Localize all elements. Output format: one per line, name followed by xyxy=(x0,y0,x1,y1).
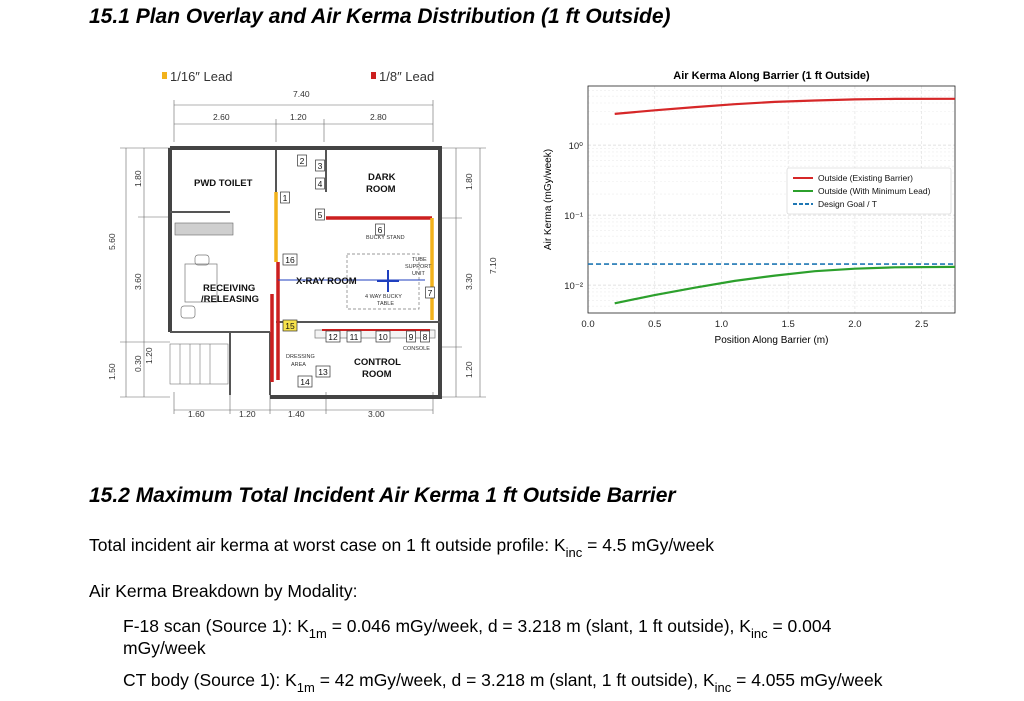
chart-x-tick-label: 1.5 xyxy=(781,319,795,330)
label-table-2: TABLE xyxy=(377,301,395,307)
plan-marker-label: 12 xyxy=(328,332,338,342)
plan-marker-label: 16 xyxy=(285,255,295,265)
chart-x-axis-label: Position Along Barrier (m) xyxy=(714,335,829,346)
chart-x-tick-label: 0.0 xyxy=(581,319,595,330)
dim-right-total: 7.10 xyxy=(488,257,498,274)
dim-left-3: 0.30 xyxy=(133,355,143,372)
chart-y-tick-label: 10⁰ xyxy=(568,141,583,153)
plan-marker-label: 1 xyxy=(282,193,288,203)
dim-bottom-d: 3.00 xyxy=(368,409,385,419)
chart-y-tick-label: 10⁻¹ xyxy=(564,211,583,223)
plan-marker-label: 11 xyxy=(349,332,359,342)
plan-marker-label: 6 xyxy=(377,225,383,235)
air-kerma-chart xyxy=(536,62,966,352)
plan-marker-label: 14 xyxy=(300,377,310,387)
chart-title: Air Kerma Along Barrier (1 ft Outside) xyxy=(673,70,870,82)
room-receiving-1: RECEIVING xyxy=(203,283,256,294)
label-tube-1: TUBE xyxy=(412,257,427,263)
dim-left-total: 5.60 xyxy=(107,233,117,250)
breakdown-label: Air Kerma Breakdown by Modality: xyxy=(89,581,358,601)
dim-left-1: 1.80 xyxy=(133,170,143,187)
room-receiving-2: /RELEASING xyxy=(201,294,260,305)
label-tube-3: UNIT xyxy=(412,271,425,277)
legend-thin-lead: 1/16″ Lead xyxy=(170,69,233,84)
room-control-1: CONTROL xyxy=(354,357,401,368)
plan-marker-label: 4 xyxy=(317,179,323,189)
f18-line-unit: mGy/week xyxy=(123,638,206,658)
source-point-icon xyxy=(377,270,399,292)
f18-line: F-18 scan (Source 1): $K_{1m} = 0.046$ mGy/week, d = 3.218 m (slant, 1 ft outside), $K_{inc} = 0.004$ xyxy=(123,616,832,641)
room-dressing-1: DRESSING xyxy=(286,354,315,360)
dim-left-b: 1.50 xyxy=(107,363,117,380)
plan-marker-label: 9 xyxy=(408,332,414,342)
room-xray: X-RAY ROOM xyxy=(296,276,357,287)
section-15-1-heading: 15.1 Plan Overlay and Air Kerma Distribution (1 ft Outside) xyxy=(89,5,671,28)
chart-y-axis-label: Air Kerma (mGy/week) xyxy=(543,148,554,251)
chart-legend-entry: Outside (With Minimum Lead) xyxy=(818,186,931,196)
chart-x-tick-label: 2.0 xyxy=(848,319,862,330)
plan-marker-label: 8 xyxy=(422,332,428,342)
label-table-1: 4 WAY BUCKY xyxy=(365,294,402,300)
section-15-2-heading: 15.2 Maximum Total Incident Air Kerma 1 ft Outside Barrier xyxy=(89,484,676,507)
plan-marker-label: 10 xyxy=(378,332,388,342)
total-kerma-line: Total incident air kerma at worst case on 1 ft outside profile: $K_{inc} = 4.5$ mGy/week xyxy=(89,535,715,560)
legend-swatch-thin-lead xyxy=(162,72,167,79)
room-pwd-toilet: PWD TOILET xyxy=(194,178,253,189)
label-tube-2: SUPPORT xyxy=(405,264,432,270)
dim-left-4: 1.20 xyxy=(144,347,154,364)
dim-top-b: 1.20 xyxy=(290,112,307,122)
plan-marker-label: 7 xyxy=(427,288,433,298)
room-dark-1: DARK xyxy=(368,172,396,183)
dim-top-total: 7.40 xyxy=(293,89,310,99)
label-console: CONSOLE xyxy=(403,346,430,352)
dim-right-3: 1.20 xyxy=(464,361,474,378)
room-dressing-2: AREA xyxy=(291,362,306,368)
label-bucky-stand: BUCKY STAND xyxy=(366,235,405,241)
chart-legend-entry: Design Goal / T xyxy=(818,199,877,209)
legend-thick-lead: 1/8″ Lead xyxy=(379,69,435,84)
room-dark-2: ROOM xyxy=(366,184,396,195)
legend-swatch-thick-lead xyxy=(371,72,376,79)
dim-bottom-b: 1.20 xyxy=(239,409,256,419)
chart-legend-entry: Outside (Existing Barrier) xyxy=(818,173,913,183)
dim-top-c: 2.80 xyxy=(370,112,387,122)
dim-bottom-c: 1.40 xyxy=(288,409,305,419)
plan-marker-label: 3 xyxy=(317,161,323,171)
plan-marker-label: 2 xyxy=(299,156,305,166)
dim-top-a: 2.60 xyxy=(213,112,230,122)
dim-right-2: 3.30 xyxy=(464,273,474,290)
floor-plan xyxy=(100,62,500,427)
dim-bottom-a: 1.60 xyxy=(188,409,205,419)
plan-marker-label: 15 xyxy=(285,321,295,331)
plan-marker-label: 13 xyxy=(318,367,328,377)
plan-counter xyxy=(175,223,233,235)
plan-stairs xyxy=(170,344,228,384)
room-control-2: ROOM xyxy=(362,369,392,380)
chart-x-tick-label: 1.0 xyxy=(714,319,729,330)
dim-left-2: 3.60 xyxy=(133,273,143,290)
chart-x-tick-label: 2.5 xyxy=(915,319,929,330)
dim-right-1: 1.80 xyxy=(464,173,474,190)
plan-marker-label: 5 xyxy=(317,210,323,220)
ct-line: CT body (Source 1): $K_{1m} = 42$ mGy/week, d = 3.218 m (slant, 1 ft outside), $K_{inc} = 4.055$ mGy/week xyxy=(123,670,883,695)
chart-x-tick-label: 0.5 xyxy=(648,319,662,330)
chart-y-tick-label: 10⁻² xyxy=(564,281,583,293)
